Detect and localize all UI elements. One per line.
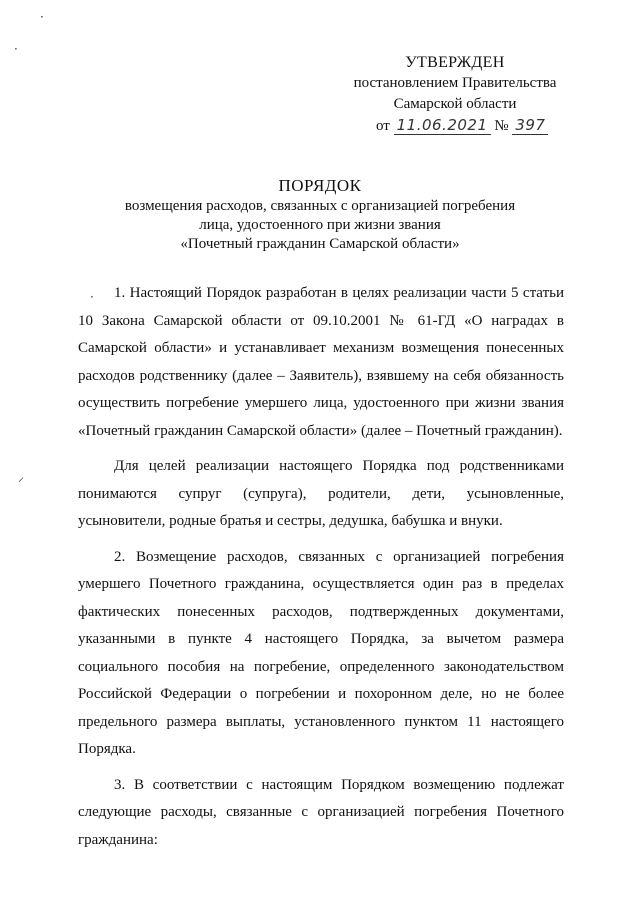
document-body <box>78 280 564 854</box>
heading-line-2: лица, удостоенного при жизни звания <box>199 217 441 233</box>
handwritten-number: 397 <box>512 116 548 135</box>
handwritten-date: 11.06.2021 <box>394 116 491 135</box>
heading-title: ПОРЯДОК <box>278 176 362 195</box>
number-prefix: № <box>494 118 509 134</box>
approval-stamp <box>340 52 570 137</box>
approval-date-line <box>340 115 570 137</box>
heading-line-1: возмещения расходов, связанных с организацией погребения <box>124 198 516 214</box>
date-prefix: от <box>376 118 390 134</box>
approval-title: УТВЕРЖДЕН <box>405 54 505 71</box>
scan-speck: · <box>14 42 18 56</box>
scan-speck: · <box>90 290 94 304</box>
approval-line-1: постановлением Правительства <box>353 75 557 91</box>
paragraph-3: 2. Возмещение расходов, связанных с организацией погребения умершего Почетного гражданина, осуществляется один раз в пределах фактических понесенных расходов, подтвержденных документами, указанными в пункте 4 настоящего Порядка, за вычетом размера социального пособия на погребение, определенного законодательством Российской Федерации о погребении и похоронном деле, но не более предельного размера выплаты, установленного пунктом 11 настоящего Порядка. <box>78 548 564 757</box>
approval-line-2: Самарской области <box>393 96 517 112</box>
scan-mark: ⸝ <box>18 470 25 484</box>
paragraph-4: 3. В соответствии с настоящим Порядком возмещению подлежат следующие расходы, связанные с организацией погребения Почетного гражданина: <box>78 776 564 848</box>
paragraph-2: Для целей реализации настоящего Порядка под родственниками понимаются супруг (супруга), родители, дети, усыновленные, усыновители, родные братья и сестры, дедушка, бабушка и внуки. <box>78 458 564 529</box>
paragraph-1: 1. Настоящий Порядок разработан в целях реализации части 5 статьи 10 Закона Самарской области от 09.10.2001 № 61-ГД «О наградах в Самарской области» и устанавливает механизм возмещения понесенных расходов родственнику (далее – Заявитель), взявшему на себя обязанность осуществить погребение умершего лица, удостоенного при жизни звания «Почетный гражданин Самарской области» (далее – Почетный гражданин). <box>78 285 564 439</box>
document-heading <box>80 176 560 254</box>
scan-speck: · <box>40 10 44 24</box>
heading-line-3: «Почетный гражданин Самарской области» <box>180 236 460 252</box>
